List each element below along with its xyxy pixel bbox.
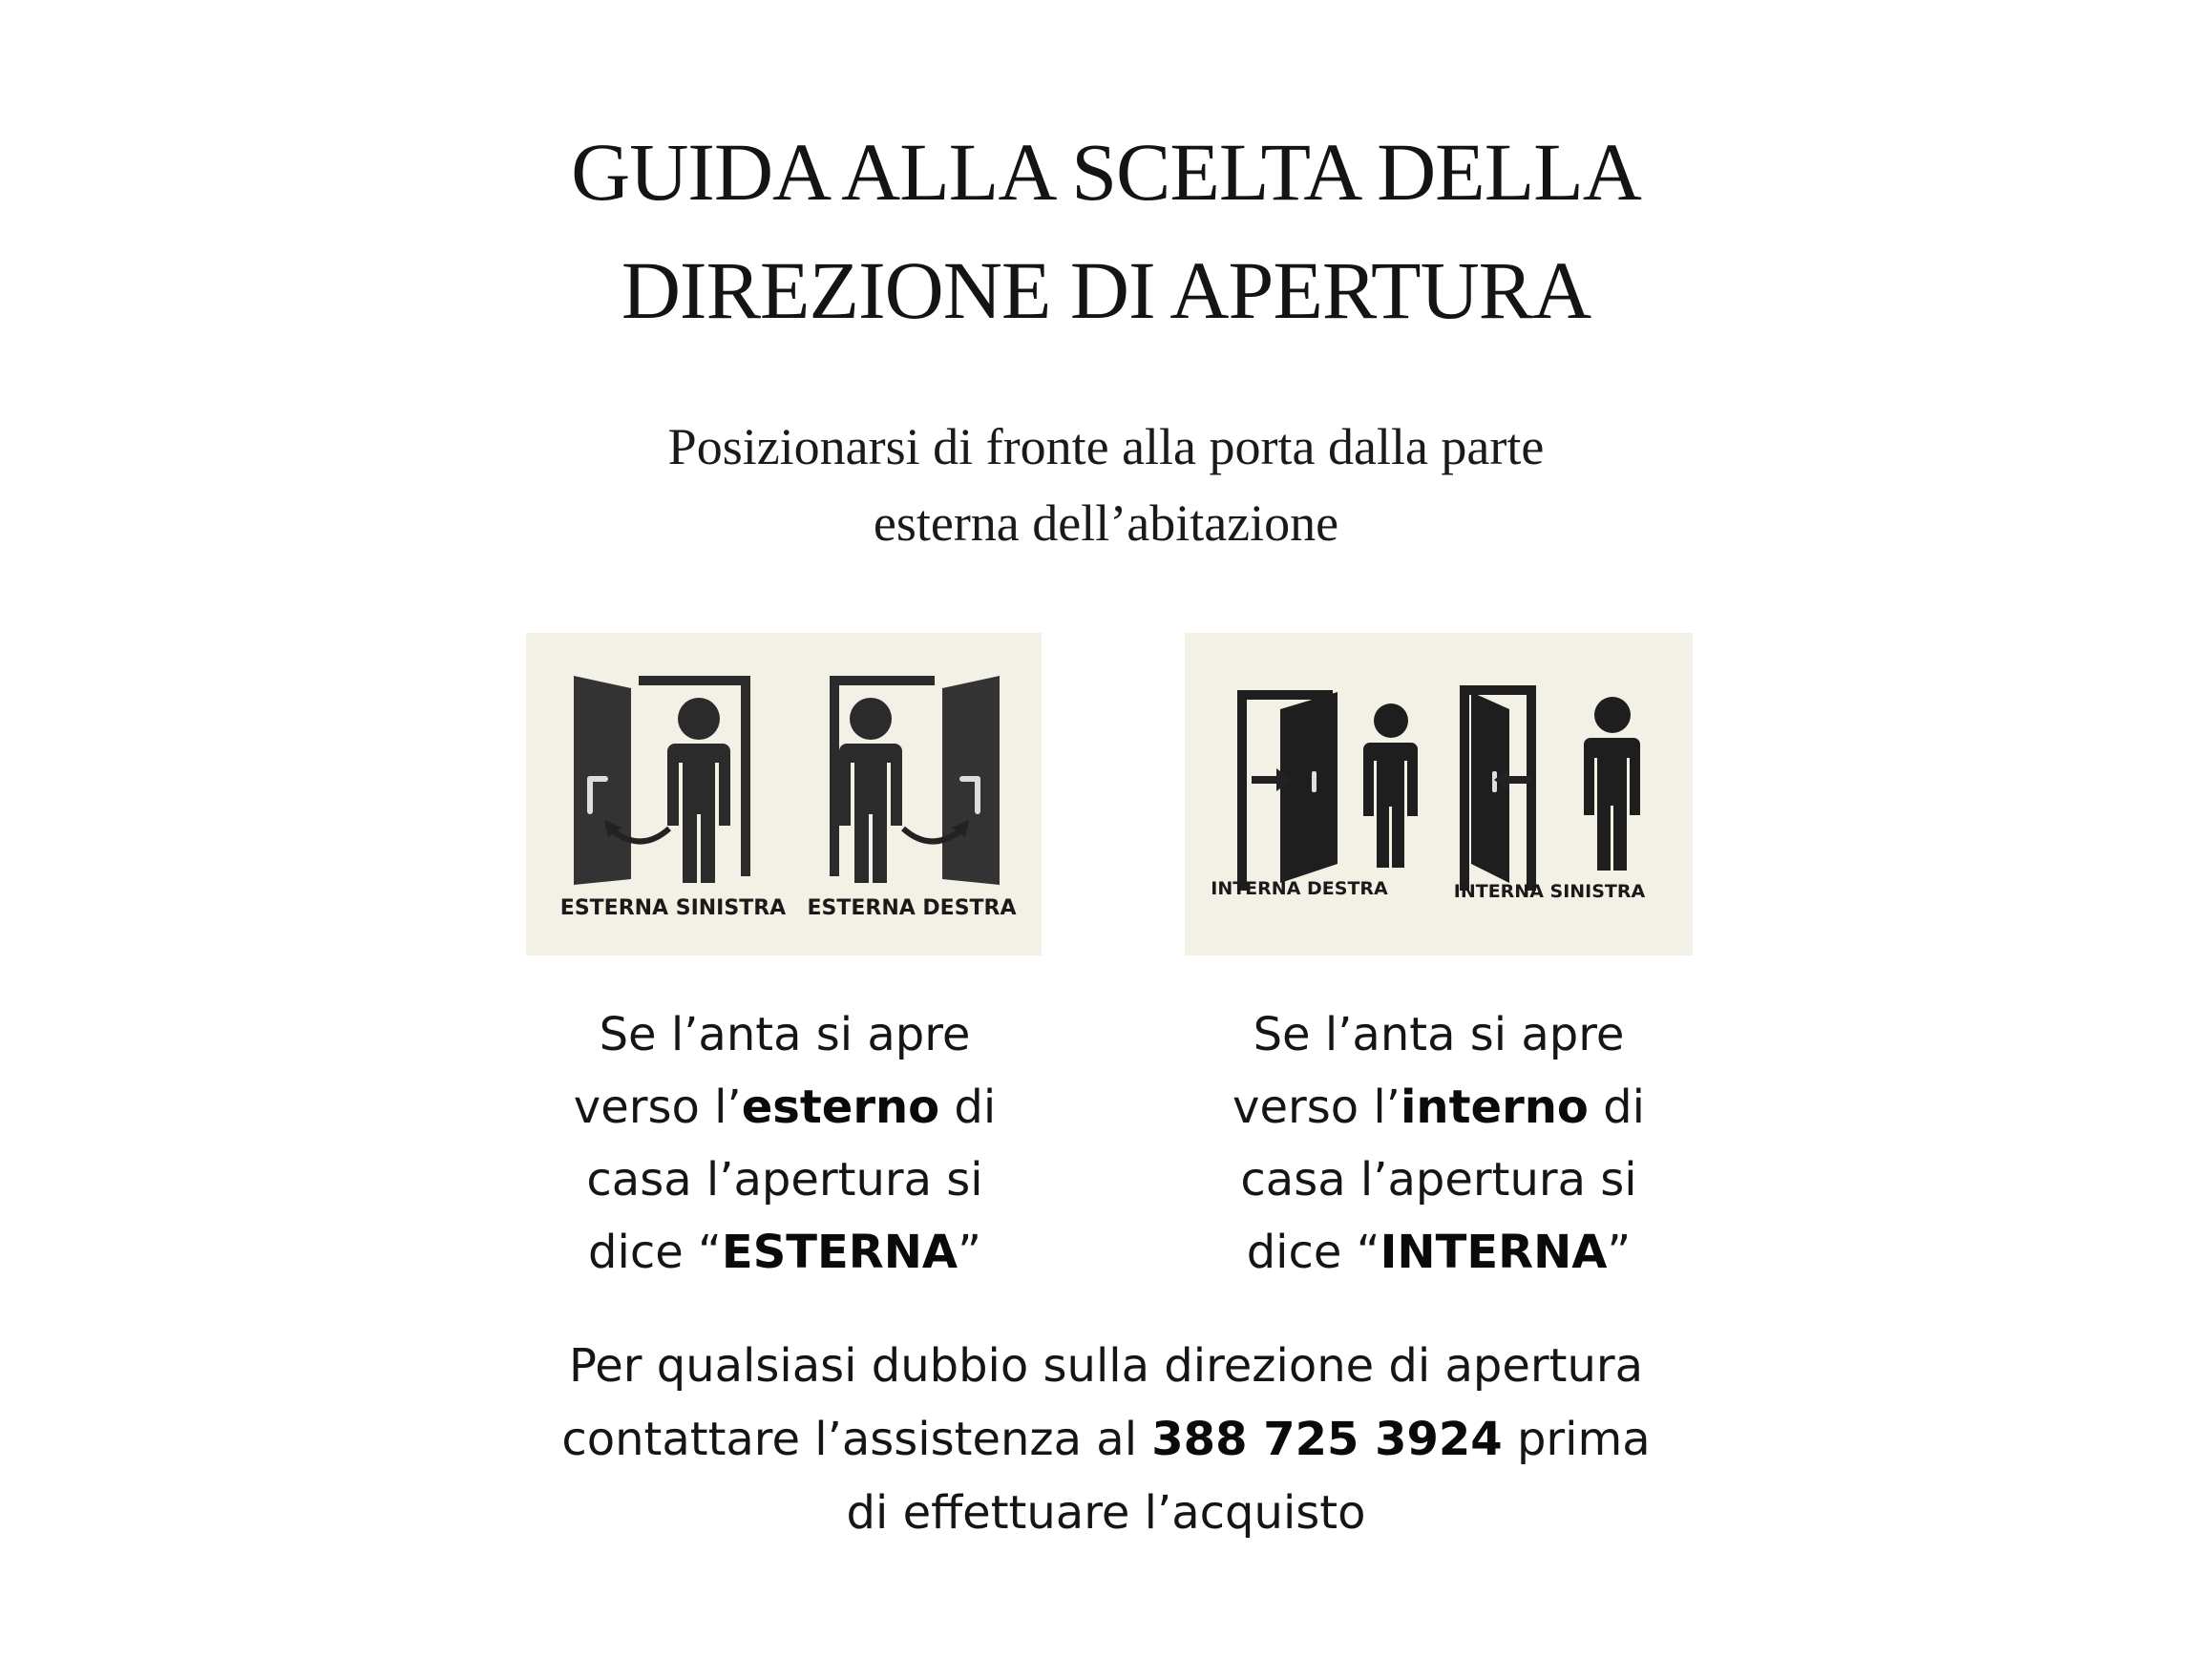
subtitle-line-2: esterna dell’abitazione — [873, 494, 1339, 552]
door-interna-sinistra-icon — [1460, 685, 1536, 891]
esterna-doors-illustration — [526, 633, 1042, 955]
interna-illustration-panel — [1185, 633, 1693, 955]
page-title — [0, 113, 2212, 349]
label-esterna-destra: ESTERNA DESTRA — [807, 896, 1017, 920]
instruction-subtitle — [0, 409, 2212, 561]
footer-line-2-end: prima — [1502, 1413, 1651, 1466]
interna-desc-text-2: di casa l’apertura si dice “ — [1240, 1081, 1645, 1279]
label-interna-sinistra: INTERNA SINISTRA — [1453, 881, 1646, 902]
person-icon — [1363, 703, 1418, 868]
title-line-1: GUIDA ALLA SCELTA DELLA — [571, 126, 1641, 218]
person-icon — [1584, 697, 1640, 871]
interna-description — [1190, 998, 1687, 1289]
esterna-desc-emphasis: esterno — [741, 1081, 940, 1134]
assistance-note — [0, 1330, 2212, 1550]
esterna-desc-text-1: Se l’anta si apre verso l’ — [573, 1008, 971, 1134]
label-esterna-sinistra: ESTERNA SINISTRA — [559, 896, 787, 920]
interna-desc-emphasis: interno — [1400, 1081, 1589, 1134]
title-line-2: DIREZIONE DI APERTURA — [621, 244, 1591, 336]
interna-desc-term: INTERNA — [1380, 1226, 1608, 1279]
interna-doors-illustration — [1185, 633, 1693, 955]
label-interna-destra: INTERNA DESTRA — [1211, 878, 1388, 899]
footer-line-2-text: contattare l’assistenza al — [561, 1413, 1152, 1466]
footer-line-1: Per qualsiasi dubbio sulla direzione di apertura — [568, 1339, 1644, 1393]
door-interna-destra-icon — [1237, 690, 1338, 891]
esterna-description — [537, 998, 1033, 1289]
interna-desc-text-1: Se l’anta si apre verso l’ — [1232, 1008, 1625, 1134]
person-icon — [839, 698, 902, 883]
esterna-illustration-panel — [526, 633, 1042, 955]
esterna-desc-text-2: di casa l’apertura si dice “ — [586, 1081, 997, 1279]
footer-line-3: di effettuare l’acquisto — [846, 1486, 1366, 1540]
interna-desc-text-3: ” — [1607, 1226, 1632, 1279]
esterna-desc-text-3: ” — [958, 1226, 981, 1279]
person-icon — [667, 698, 730, 883]
phone-number: 388 725 3924 — [1151, 1413, 1503, 1466]
footer-line-2 — [0, 1403, 2212, 1477]
esterna-desc-term: ESTERNA — [721, 1226, 959, 1279]
subtitle-line-1: Posizionarsi di fronte alla porta dalla parte — [667, 418, 1545, 475]
